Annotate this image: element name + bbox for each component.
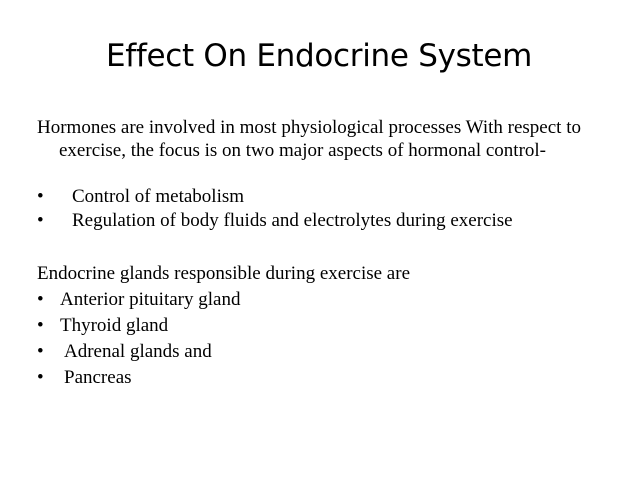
- gland-item-adrenal: [37, 340, 212, 363]
- gland-text: Adrenal glands and: [64, 341, 212, 362]
- gland-item-thyroid: [37, 314, 168, 337]
- gland-item-anterior-pituitary: [37, 288, 240, 311]
- aspect-item-metabolism: [37, 185, 244, 208]
- bullet-icon: •: [37, 315, 44, 336]
- glands-heading: Endocrine glands responsible during exercise are: [37, 263, 411, 284]
- bullet-icon: •: [37, 210, 44, 231]
- aspect-text: Regulation of body fluids and electrolytes during exercise: [72, 210, 513, 231]
- aspect-item-fluids: [37, 209, 513, 232]
- bullet-icon: •: [37, 289, 44, 310]
- bullet-icon: •: [37, 186, 44, 207]
- gland-text: Anterior pituitary gland: [60, 289, 241, 310]
- gland-text: Thyroid gland: [60, 315, 169, 336]
- gland-item-pancreas: [37, 366, 132, 389]
- gland-text: Pancreas: [64, 367, 132, 388]
- aspect-text: Control of metabolism: [72, 186, 245, 207]
- bullet-icon: •: [37, 367, 44, 388]
- intro-paragraph: Hormones are involved in most physiological processes With respect to exercise, the focus is on two major aspects of hormonal control-: [37, 117, 581, 161]
- slide-title: Effect On Endocrine System: [105, 38, 533, 74]
- bullet-icon: •: [37, 341, 44, 362]
